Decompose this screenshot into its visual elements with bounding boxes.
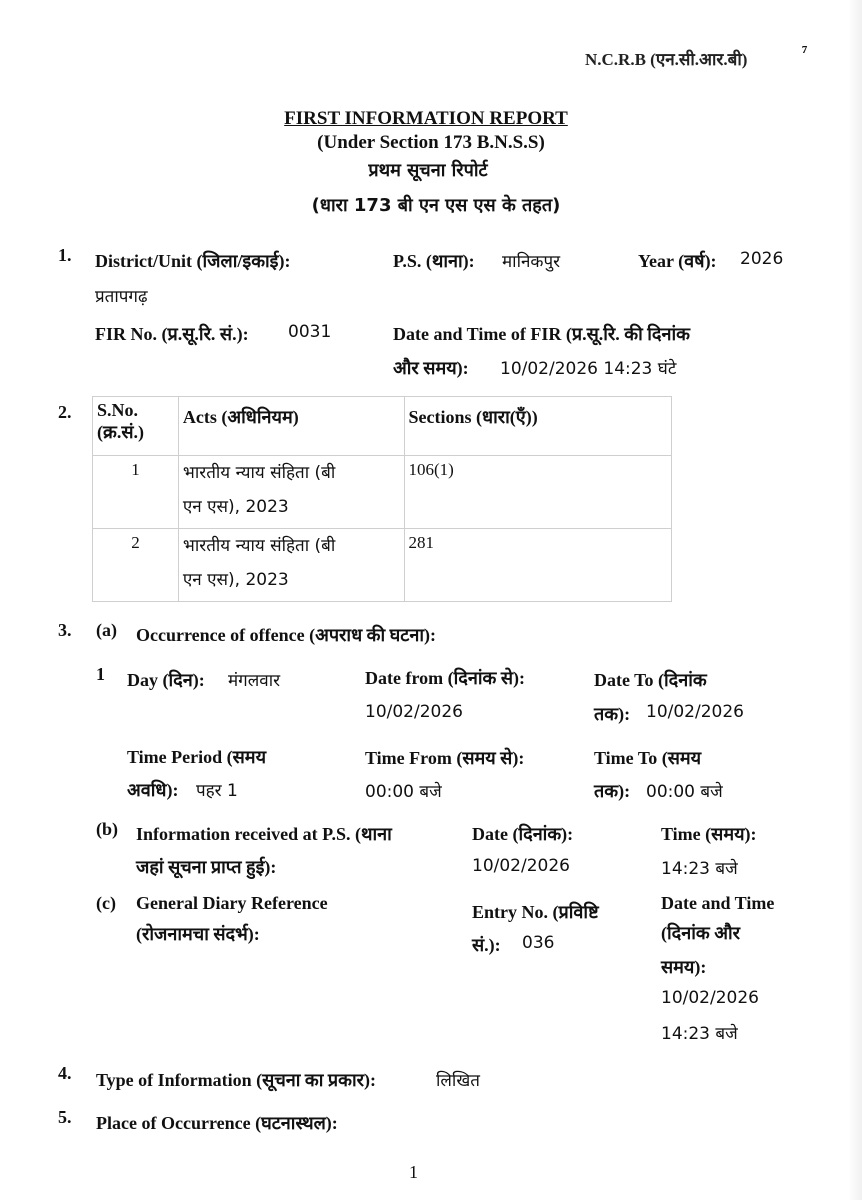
occurrence-item-number: 1	[96, 664, 105, 684]
fir-number-value: 0031	[288, 322, 332, 342]
section-2-number: 2.	[58, 402, 72, 422]
entry-no-value: 036	[522, 933, 555, 953]
year-label: Year (वर्ष):	[638, 251, 717, 271]
page-number: 1	[409, 1162, 418, 1182]
info-time-label: Time (समय):	[661, 824, 757, 844]
ps-value: मानिकपुर	[502, 252, 561, 272]
subtitle-english: (Under Section 173 B.N.S.S)	[317, 132, 545, 153]
info-date-label: Date (दिनांक):	[472, 824, 574, 844]
page-edge-shadow	[848, 0, 862, 1200]
time-period-label: Time Period (समय	[127, 747, 267, 767]
row-1-sno: 1	[93, 456, 179, 529]
time-from-label: Time From (समय से):	[365, 748, 525, 768]
date-from-value: 10/02/2026	[365, 702, 463, 722]
day-value: मंगलवार	[228, 671, 281, 691]
district-label: District/Unit (जिला/इकाई):	[95, 251, 291, 271]
section-4-number: 4.	[58, 1063, 72, 1083]
time-to-label-2: तक):	[594, 781, 631, 801]
section-5-number: 5.	[58, 1107, 72, 1127]
row-1-act-line2: एन एस), 2023	[182, 497, 289, 517]
date-from-label: Date from (दिनांक से):	[365, 668, 525, 688]
row-2-act-line1: भारतीय न्याय संहिता (बी	[182, 536, 336, 556]
section-1-number: 1.	[58, 245, 72, 265]
gd-date-value: 10/02/2026	[661, 988, 759, 1008]
time-from-value: 00:00 बजे	[365, 782, 442, 802]
date-to-value: 10/02/2026	[646, 702, 744, 722]
fir-number-label: FIR No. (प्र.सू.रि. सं.):	[95, 324, 249, 344]
sub-a-label: (a)	[96, 620, 117, 640]
date-to-label: Date To (दिनांक	[594, 670, 707, 690]
time-to-value: 00:00 बजे	[646, 782, 723, 802]
row-1-act	[178, 456, 404, 529]
row-2-act-line2: एन एस), 2023	[182, 570, 289, 590]
sub-b-label: (b)	[96, 819, 118, 839]
row-2-act	[178, 529, 404, 602]
info-received-label-2: जहां सूचना प्राप्त हुई):	[136, 857, 277, 877]
day-label: Day (दिन):	[127, 670, 205, 690]
row-1-section: 106(1)	[404, 456, 671, 529]
title-english: FIRST INFORMATION REPORT	[284, 108, 568, 129]
corner-mark: ⁷	[802, 42, 808, 62]
table-row	[93, 456, 672, 529]
gd-reference-label-2: (रोजनामचा संदर्भ):	[136, 924, 260, 944]
row-2-section: 281	[404, 529, 671, 602]
time-period-value: पहर 1	[196, 781, 238, 801]
ncrb-corner-label: N.C.R.B (एन.सी.आर.बी)	[585, 50, 748, 69]
table-row	[93, 529, 672, 602]
gd-reference-label: General Diary Reference	[136, 893, 328, 913]
ps-label: P.S. (थाना):	[393, 251, 475, 271]
time-to-label: Time To (समय	[594, 748, 702, 768]
info-time-value: 14:23 बजे	[661, 859, 738, 879]
gd-datetime-label-2: (दिनांक और	[661, 923, 740, 943]
entry-no-label-2: सं.):	[472, 935, 501, 955]
district-value: प्रतापगढ़	[95, 287, 148, 307]
gd-datetime-label-3: समय):	[661, 957, 707, 977]
date-to-label-2: तक):	[594, 704, 631, 724]
gd-time-value: 14:23 बजे	[661, 1024, 738, 1044]
sub-c-label: (c)	[96, 893, 116, 913]
info-type-label: Type of Information (सूचना का प्रकार):	[96, 1070, 376, 1090]
gd-datetime-label: Date and Time	[661, 893, 775, 913]
acts-sections-table	[92, 396, 672, 602]
occurrence-label: Occurrence of offence (अपराध की घटना):	[136, 625, 436, 645]
info-received-label: Information received at P.S. (थाना	[136, 824, 392, 844]
info-date-value: 10/02/2026	[472, 856, 570, 876]
year-value: 2026	[740, 249, 784, 269]
table-header-row	[93, 397, 672, 456]
fir-datetime-label-2: और समय):	[393, 358, 469, 378]
info-type-value: लिखित	[436, 1071, 480, 1091]
subtitle-hindi: (धारा 173 बी एन एस एस के तहत)	[311, 195, 561, 216]
title-hindi: प्रथम सूचना रिपोर्ट	[368, 160, 488, 181]
fir-datetime-label: Date and Time of FIR (प्र.सू.रि. की दिनांक	[393, 324, 690, 344]
row-2-sno: 2	[93, 529, 179, 602]
header-sections: Sections (धारा(एँ))	[404, 397, 671, 456]
row-1-act-line1: भारतीय न्याय संहिता (बी	[182, 463, 336, 483]
header-acts: Acts (अधिनियम)	[178, 397, 404, 456]
header-sno: S.No. (क्र.सं.)	[93, 397, 179, 456]
time-period-label-2: अवधि):	[127, 780, 179, 800]
place-of-occurrence-label: Place of Occurrence (घटनास्थल):	[96, 1113, 338, 1133]
fir-datetime-value: 10/02/2026 14:23 घंटे	[500, 359, 677, 379]
entry-no-label: Entry No. (प्रविष्टि	[472, 902, 599, 922]
section-3-number: 3.	[58, 620, 72, 640]
